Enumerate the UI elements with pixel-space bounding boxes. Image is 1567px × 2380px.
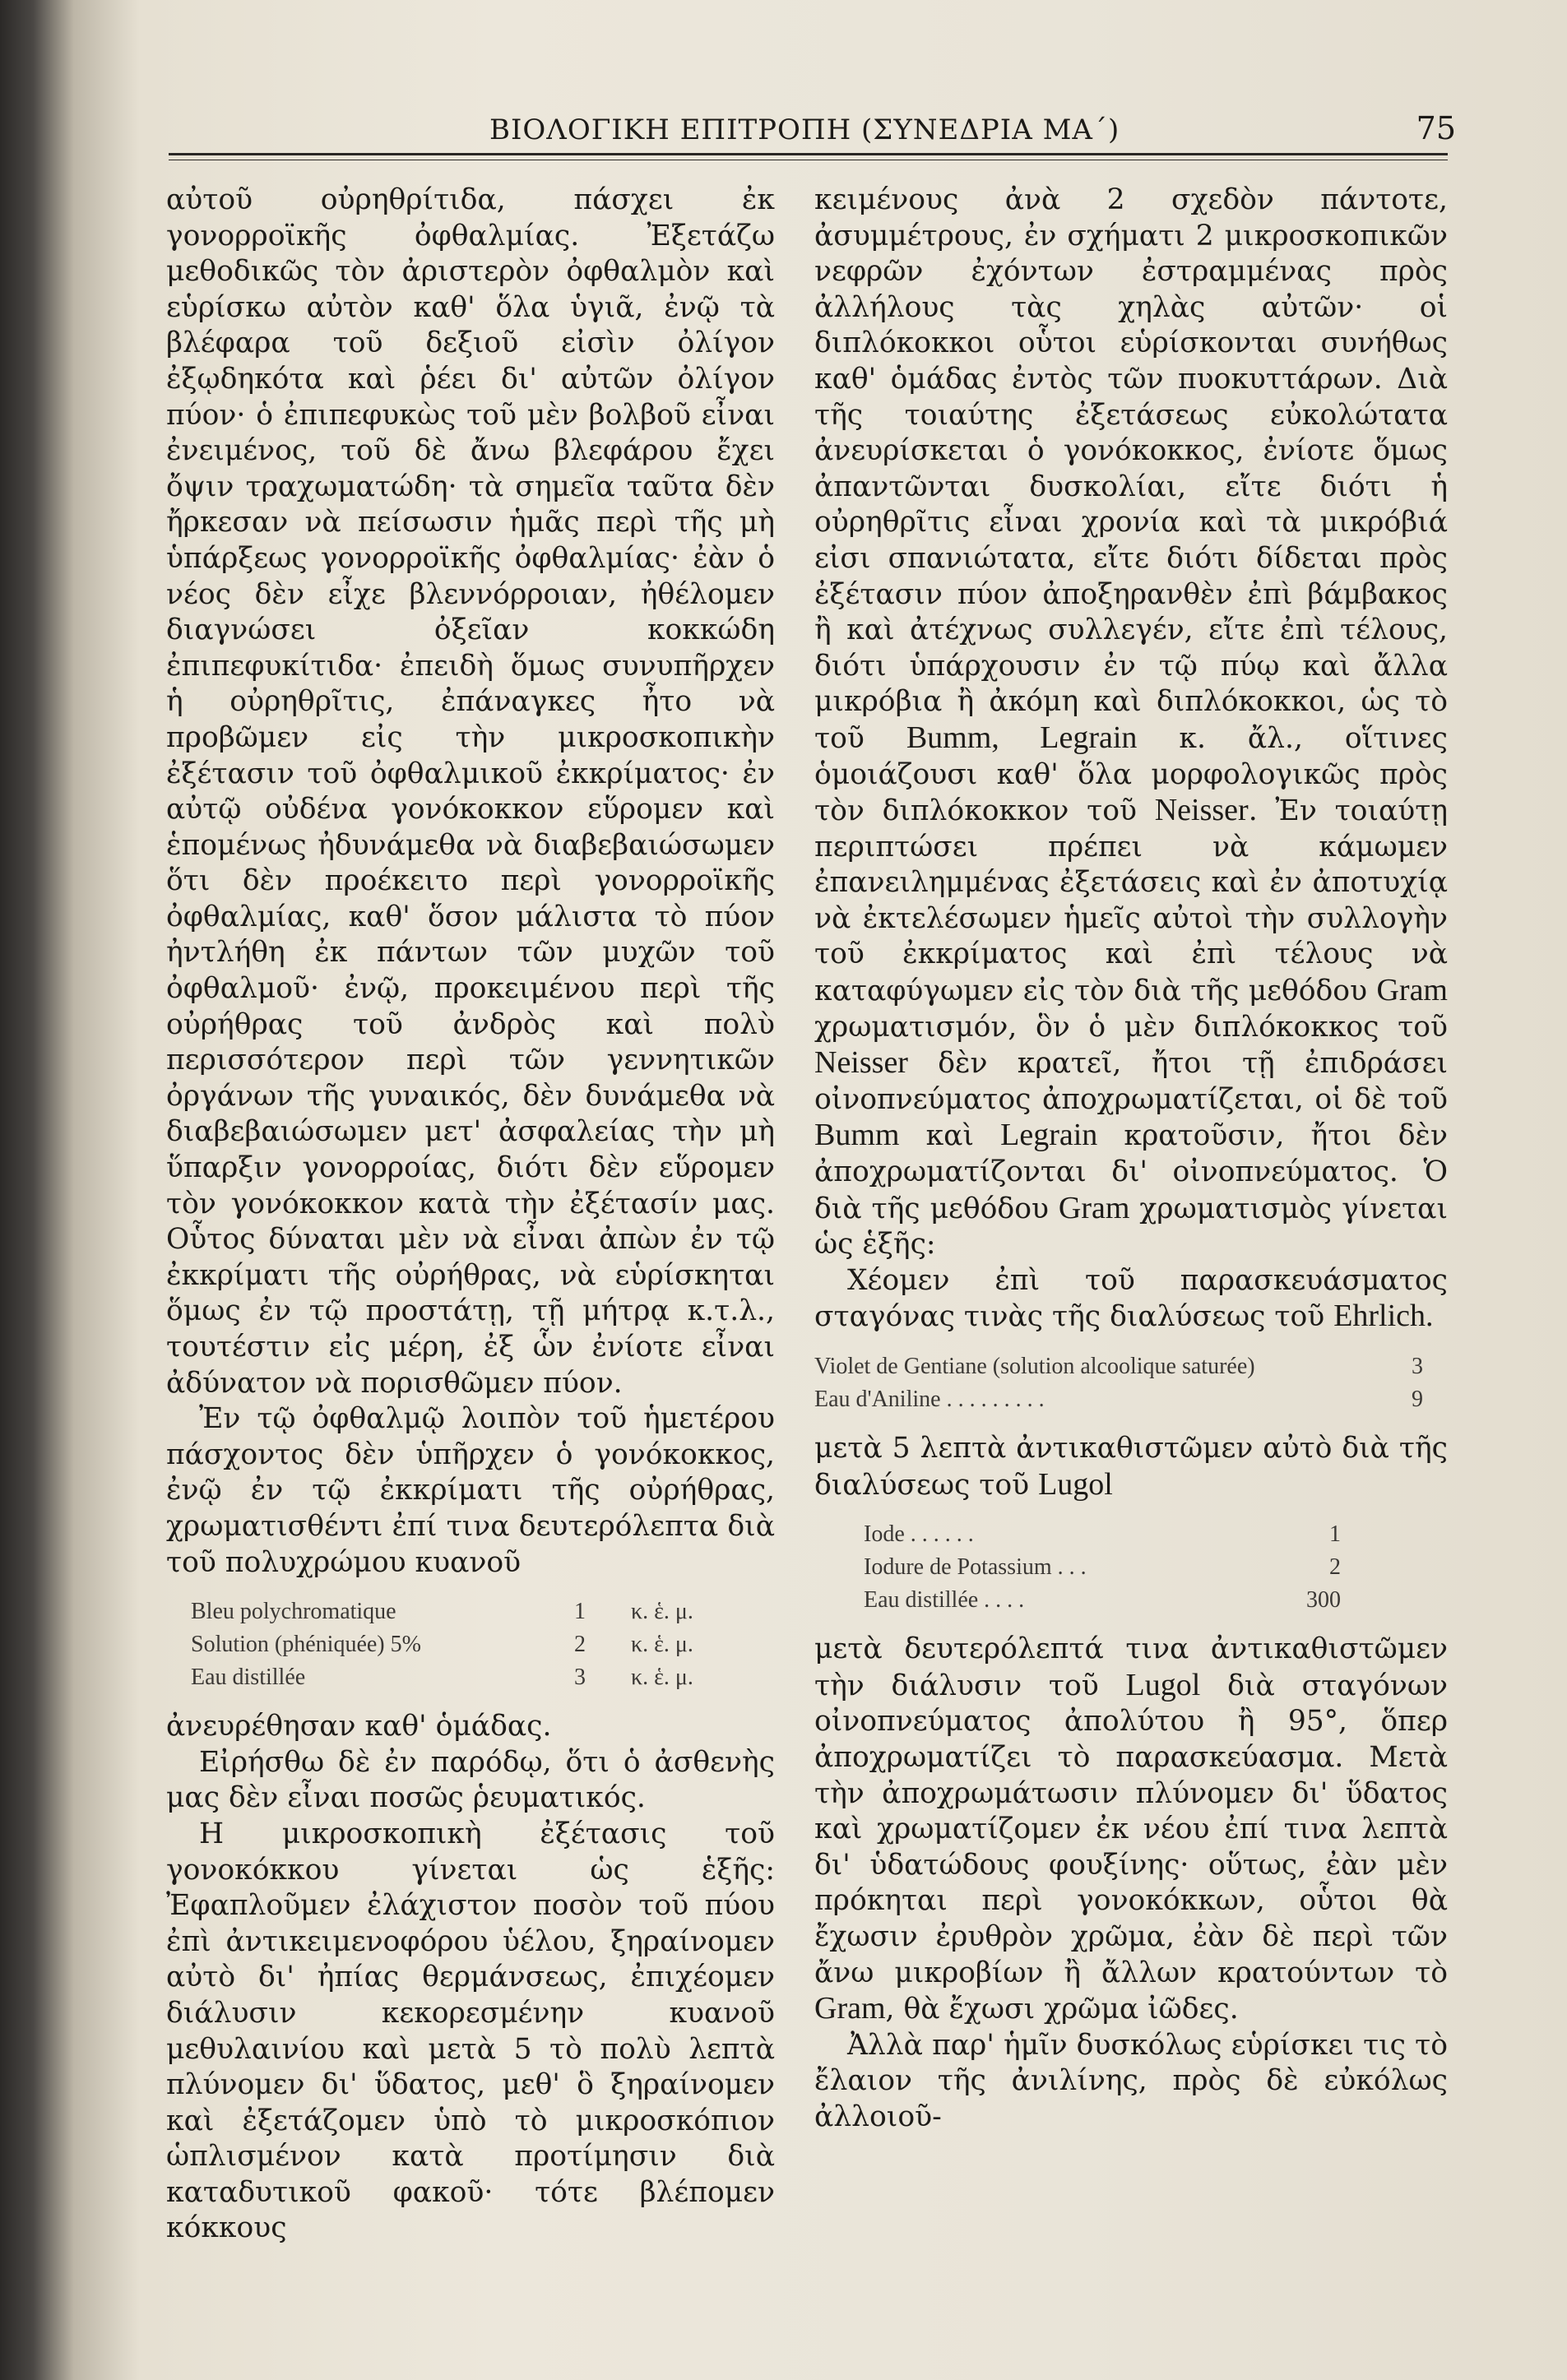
formula-quantity: 3 bbox=[1412, 1354, 1423, 1379]
text-run: χρωματισμόν, ὃν ὁ μὲν διπλόκοκκος τοῦ bbox=[814, 1010, 1448, 1044]
formula-ingredient: Bleu polychromatique bbox=[191, 1599, 396, 1625]
text-run: δὲν κρατεῖ, ἤτοι τῇ ἐπιδράσει οἰνοπνεύματος ἀποχρωματίζεται, οἱ δὲ τοῦ bbox=[814, 1047, 1448, 1116]
latin-name: Lugol bbox=[1038, 1466, 1113, 1502]
gentian-violet-formula bbox=[814, 1350, 1448, 1416]
text-run: κειμένους ἀνὰ 2 σχεδὸν πάντοτε, ἀσυμμέτρους, ἐν σχήματι 2 μικροσκοπικῶν νεφρῶν ἐχόντων ἐστραμμένας πρὸς ἀλλήλους τὰς χηλὰς αὐτῶν· οἱ διπλόκοκκοι οὗτοι εὑρίσκονται συνήθως καθ' ὁμάδας ἐντὸς τῶν πυοκυττάρων. Διὰ τῆς τοιαύτης ἐξετάσεως εὐκολώτατα ἀνευρίσκεται ὁ γονόκοκκος, ἐνίοτε ὅμως ἀπαντῶνται δυσκολίαι, εἴτε διότι ἡ οὐρηθρῖτις εἶναι χρονία καὶ τὰ μικρόβιά εἰσι σπανιώτατα, εἴτε διότι δίδεται πρὸς ἐξέτασιν πύον ἀποξηρανθὲν ἐπὶ βάμβακος ἢ καὶ ἀτέχνως συλλεγέν, εἴτε ἐπὶ τέλους, διότι ὑπάρχουσιν ἐν τῷ πύῳ καὶ ἄλλα μικρόβια ἢ ἀκόμη καὶ διπλόκοκκοι, ὡς τὸ τοῦ bbox=[814, 183, 1448, 755]
right-paragraph-5: Ἀλλὰ παρ' ἡμῖν δυσκόλως εὑρίσκει τις τὸ ἔλαιον τῆς ἀνιλίνης, πρὸς δὲ εὐκόλως ἀλλοιοῦ- bbox=[814, 2028, 1448, 2133]
formula-unit: κ. ἑ. μ. bbox=[631, 1665, 693, 1691]
left-paragraph-1: αὐτοῦ οὐρηθρίτιδα, πάσχει ἐκ γονορροϊκῆς ὀφθαλμίας. Ἐξετάζω μεθοδικῶς τὸν ἀριστερὸν ὀφθαλμὸν καὶ εὑρίσκω αὐτὸν καθ' ὅλα ὑγιᾶ, ἐνῷ τὰ βλέφαρα τοῦ δεξιοῦ εἰσὶν ὀλίγον ἐξῳδηκότα καὶ ῥέει δι' αὐτῶν ὀλίγον πύον· ὁ ἐπιπεφυκὼς τοῦ μὲν βολβοῦ εἶναι ἐνειμένος, τοῦ δὲ ἄνω βλεφάρου ἔχει ὄψιν τραχωματώδη· τὰ σημεῖα ταῦτα δὲν ἤρκεσαν νὰ πείσωσιν ἡμᾶς περὶ τῆς μὴ ὑπάρξεως γονορροϊκῆς ὀφθαλμίας· ἐὰν ὁ νέος δὲν εἶχε βλεννόρροιαν, ἠθέλομεν διαγνώσει ὀξεῖαν κοκκώδη ἐπιπεφυκίτιδα· ἐπειδὴ ὅμως συνυπῆρχεν ἡ οὐρηθρῖτις, ἐπάναγκες ἦτο νὰ προβῶμεν εἰς τὴν μικροσκοπικὴν ἐξέτασιν τοῦ ὀφθαλμικοῦ ἐκκρίματος· ἐν αὐτῷ οὐδένα γονόκοκκον εὕρομεν καὶ ἑπομένως ἠδυνάμεθα νὰ διαβεβαιώσωμεν ὅτι δὲν προέκειτο περὶ γονορροϊκῆς ὀφθαλμίας, καθ' ὅσον μάλιστα τὸ πύον ἠντλήθη ἐκ πάντων τῶν μυχῶν τοῦ ὀφθαλμοῦ· ἐνῷ, προκειμένου περὶ τῆς οὐρήθρας τοῦ ἀνδρὸς καὶ πολὺ περισσότερον περὶ τῶν γεννητικῶν ὀργάνων τῆς γυναικός, δὲν δυνάμεθα νὰ διαβεβαιώσωμεν μετ' ἀσφαλείας τὴν μὴ ὕπαρξιν γονορροίας, διότι δὲν εὕρομεν τὸν γονόκοκκον κατὰ τὴν ἐξέτασίν μας. Οὗτος δύναται μὲν νὰ εἶναι ἀπὼν ἐν τῷ ἐκκρίματι τῆς οὐρήθρας, νὰ εὑρίσκηται ὅμως ἐν τῷ προστάτῃ, τῇ μήτρᾳ κ.τ.λ., τουτέστιν εἰς μέρη, ἐξ ὧν ἐνίοτε εἶναι ἀδύνατον νὰ πορισθῶμεν πύον. bbox=[166, 183, 775, 1400]
right-column bbox=[814, 183, 1448, 2136]
latin-name: Legrain bbox=[1000, 1118, 1098, 1153]
running-title: ΒΙΟΛΟΓΙΚΗ ΕΠΙΤΡΟΠΗ (ΣΥΝΕΔΡΙΑ ΜΑ΄) bbox=[489, 113, 1120, 146]
formula-unit: κ. ἑ. μ. bbox=[631, 1599, 693, 1625]
left-paragraph-2: Ἐν τῷ ὀφθαλμῷ λοιπὸν τοῦ ἡμετέρου πάσχοντος δὲν ὑπῆρχεν ὁ γονόκοκκος, ἐνῷ ἐν τῷ ἐκκρίματι τῆς οὐρήθρας, χρωματισθέντι ἐπί τινα δευτερόλεπτα διὰ τοῦ πολυχρώμου κυανοῦ bbox=[166, 1402, 775, 1579]
text-run: κ. ἄλ., οἵτινες ὁμοιάζουσι καθ' ὅλα μορφολογικῶς πρὸς τὸν διπλόκοκκον τοῦ bbox=[814, 721, 1448, 828]
latin-name: Gram bbox=[1058, 1190, 1130, 1225]
left-column bbox=[166, 183, 775, 2247]
formula-unit: κ. ἑ. μ. bbox=[631, 1632, 693, 1658]
formula-quantity: 1 bbox=[574, 1599, 586, 1625]
left-paragraph-4: Εἰρήσθω δὲ ἐν παρόδῳ, ὅτι ὁ ἀσθενὴς μας δὲν εἶναι ποσῶς ῥευματικός. bbox=[166, 1745, 775, 1815]
formula-ingredient: Iode . . . . . . bbox=[864, 1521, 974, 1548]
latin-name: Gram bbox=[814, 1991, 886, 2026]
formula-ingredient: Eau d'Aniline . . . . . . . . . bbox=[814, 1387, 1045, 1412]
latin-name: Neisser bbox=[814, 1045, 908, 1081]
formula-ingredient: Eau distillée bbox=[191, 1665, 306, 1691]
right-paragraph-3 bbox=[814, 1431, 1448, 1503]
formula-row bbox=[864, 1551, 1448, 1584]
formula-quantity: 3 bbox=[574, 1665, 586, 1691]
left-paragraph-3: ἀνευρέθησαν καθ' ὁμάδας. bbox=[166, 1710, 552, 1743]
text-run: Χέομεν ἐπὶ τοῦ παρασκευάσματος σταγόνας τινὰς τῆς διαλύσεως τοῦ bbox=[814, 1263, 1448, 1334]
formula-row bbox=[814, 1350, 1448, 1383]
formula-quantity: 1 bbox=[1329, 1521, 1341, 1548]
formula-quantity: 9 bbox=[1412, 1387, 1423, 1412]
text-run: , θὰ ἔχωσι χρῶμα ἰῶδες. bbox=[885, 1993, 1239, 2026]
left-paragraph-5: Η μικροσκοπικὴ ἐξέτασις τοῦ γονοκόκκου γίνεται ὡς ἑξῆς: Ἐφαπλοῦμεν ἐλάχιστον ποσὸν τοῦ πύου ἐπὶ ἀντικειμενοφόρου ὑέλου, ξηραίνομεν αὐτὸ δι' ἠπίας θερμάνσεως, ἐπιχέομεν διάλυσιν κεκορεσμένην κυανοῦ μεθυλαινίου καὶ μετὰ 5 τὸ πολὺ λεπτὰ πλύνομεν δι' ὕδατος, μεθ' ὃ ξηραίνομεν καὶ ἐξετάζομεν ὑπὸ τὸ μικροσκόπιον ὡπλισμένον κατὰ προτίμησιν διὰ καταδυτικοῦ φακοῦ· τότε βλέπομεν κόκκους bbox=[166, 1817, 775, 2245]
formula-ingredient: Iodure de Potassium . . . bbox=[864, 1554, 1087, 1581]
text-run: κρατοῦσιν, ἤτοι δὲν ἀποχρωματίζονται δι' οἰνοπνεύματος. Ὁ διὰ τῆς μεθόδου bbox=[814, 1119, 1449, 1225]
right-paragraph-2 bbox=[814, 1263, 1448, 1336]
latin-name: Lugol bbox=[1125, 1667, 1201, 1702]
formula-row bbox=[864, 1518, 1448, 1551]
page-header bbox=[206, 97, 1456, 146]
formula-quantity: 300 bbox=[1306, 1587, 1341, 1614]
formula-row bbox=[191, 1661, 775, 1694]
text-run: καὶ bbox=[899, 1119, 1001, 1153]
formula-row bbox=[814, 1383, 1448, 1416]
text-run: μετὰ 5 λεπτὰ ἀντικαθιστῶμεν αὐτὸ διὰ τῆς διαλύσεως τοῦ bbox=[814, 1432, 1448, 1502]
latin-name: Neisser bbox=[1154, 793, 1249, 828]
right-paragraph-1 bbox=[814, 183, 1448, 1263]
text-run: διὰ σταγόνων οἰνοπνεύματος ἀπολύτου ἢ 95°, ὅπερ ἀποχρωματίζει τὸ παρασκεύασμα. Μετὰ τὴν ἀποχρωμάτωσιν πλύνομεν δι' ὕδατος καὶ χρωματίζομεν ἐκ νέου ἐπί τινα λεπτὰ δι' ὑδατώδους φουξίνης· οὕτως, ἐὰν μὲν πρόκηται περὶ γονοκόκκων, οὗτοι θὰ ἔχωσιν ἐρυθρὸν χρῶμα, ἐὰν δὲ περὶ τῶν ἄνω μικροβίων ἢ ἄλλων κρατούντων τὸ bbox=[814, 1669, 1448, 1989]
header-rule bbox=[169, 153, 1448, 155]
text-run: μετὰ δευτερόλεπτά τινα ἀντικαθιστῶμεν τὴν διάλυσιν τοῦ bbox=[814, 1632, 1448, 1702]
formula-ingredient: Violet de Gentiane (solution alcoolique saturée) bbox=[814, 1354, 1255, 1379]
latin-name: Gram bbox=[1376, 973, 1448, 1008]
formula-row bbox=[864, 1584, 1448, 1617]
lugol-formula bbox=[864, 1518, 1448, 1617]
page-number: 75 bbox=[1416, 110, 1456, 146]
formula-quantity: 2 bbox=[574, 1632, 586, 1658]
right-paragraph-4 bbox=[814, 1632, 1448, 2028]
formula-ingredient: Eau distillée . . . . bbox=[864, 1587, 1025, 1614]
formula-quantity: 2 bbox=[1329, 1554, 1341, 1581]
formula-row bbox=[191, 1595, 775, 1628]
formula-ingredient: Solution (phéniquée) 5% bbox=[191, 1632, 421, 1658]
latin-name: Bumm, Legrain bbox=[906, 720, 1138, 755]
latin-name: Bumm bbox=[814, 1118, 900, 1153]
text-run: . Ἐν τοιαύτῃ περιπτώσει πρέπει νὰ κάμωμεν ἐπανειλημμένας ἐξετάσεις καὶ ἐν ἀποτυχίᾳ νὰ ἐκτελέσωμεν ἡμεῖς αὐτοὶ τὴν συλλογὴν τοῦ ἐκκρίματος καὶ ἐπὶ τέλους νὰ καταφύγωμεν εἰς τὸν διὰ τῆς μεθόδου bbox=[814, 794, 1448, 1008]
latin-name: Ehrlich. bbox=[1333, 1299, 1434, 1334]
stain-formula-left bbox=[191, 1595, 775, 1694]
text-run: χρωματισμὸς γίνεται ὡς ἑξῆς: bbox=[814, 1192, 1448, 1262]
formula-row bbox=[191, 1628, 775, 1661]
